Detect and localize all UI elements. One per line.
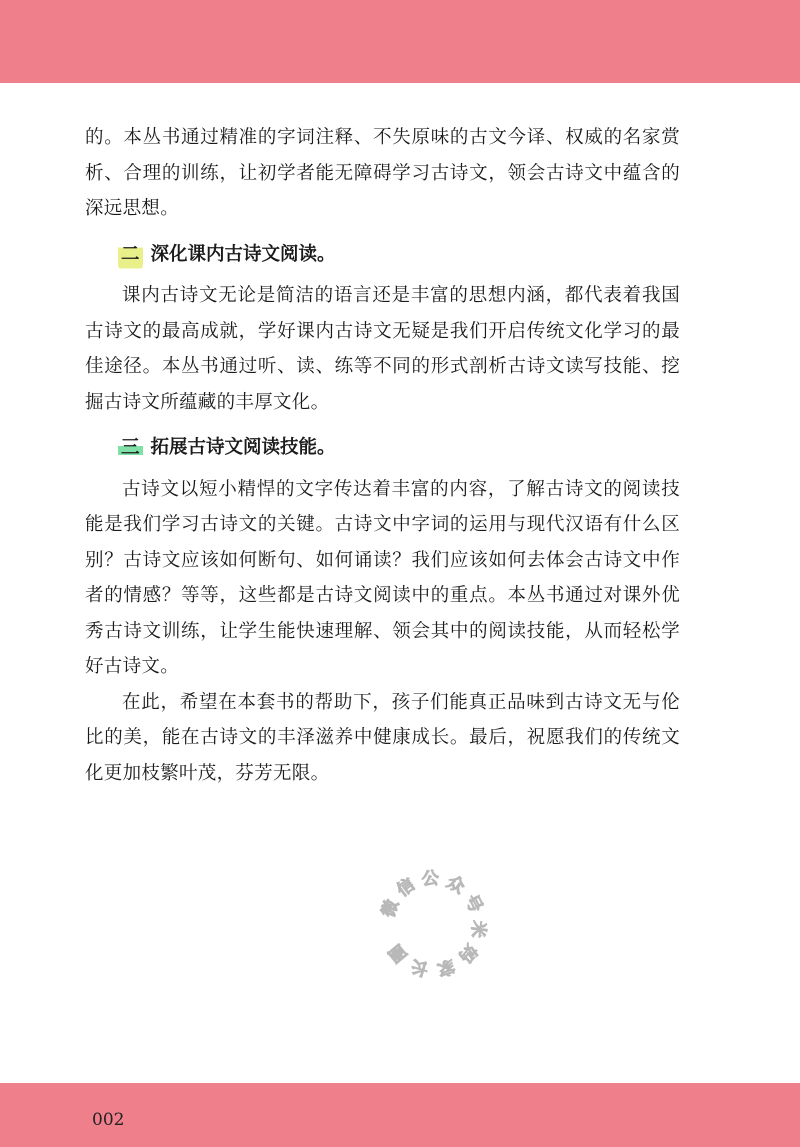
page-content <box>85 120 680 791</box>
section-number-2: 二 <box>118 237 143 273</box>
paragraph-section-2: 课内古诗文无论是简洁的语言还是丰富的思想内涵，都代表着我国古诗文的最高成就，学好课内古诗文无疑是我们开启传统文化学习的最佳途径。本丛书通过听、读、练等不同的形式剖析古诗文读写技能、挖掘古诗文所蕴藏的丰厚文化。 <box>85 285 680 413</box>
section-title-3: 拓展古诗文阅读技能。 <box>150 437 336 458</box>
paragraph-intro-continued: 的。本丛书通过精准的字词注释、不失原味的古文今译、权威的名家赏析、合理的训练，让初学者能无障碍学习古诗文，领会古诗文中蕴含的深远思想。 <box>85 127 680 219</box>
watermark-char: 妈 <box>454 940 481 966</box>
watermark-char: 米 <box>466 919 489 939</box>
section-title-2: 深化课内古诗文阅读。 <box>150 243 336 265</box>
page-number: 002 <box>92 1110 125 1130</box>
watermark-char: 众 <box>443 872 468 898</box>
watermark-stamp <box>363 862 503 982</box>
watermark-char: 圈 <box>385 940 412 966</box>
watermark-char: 长 <box>409 955 432 980</box>
paragraph-closing: 在此，希望在本套书的帮助下，孩子们能真正品味到古诗文无与伦比的美，能在古诗文的丰泽滋养中健康成长。最后，祝愿我们的传统文化更加枝繁叶茂，芬芳无限。 <box>85 691 680 784</box>
paragraph-section-3: 古诗文以短小精悍的文字传达着丰富的内容，了解古诗文的阅读技能是我们学习古诗文的关键。古诗文中字词的运用与现代汉语有什么区别？古诗文应该如何断句、如何诵读？我们应该如何去体会古诗文中作者的情感？等等，这些都是古诗文阅读中的重点。本丛书通过对课外优秀古诗文训练，让学生能快速理解、领会其中的阅读技能，从而轻松学好古诗文。 <box>85 478 680 677</box>
watermark-char: 公 <box>421 868 440 890</box>
watermark-stamp-graphic <box>363 862 503 982</box>
watermark-char: 信 <box>393 874 419 901</box>
watermark-char: 家 <box>434 955 457 980</box>
watermark-char: 微 <box>378 897 404 921</box>
section-heading-2 <box>118 237 680 273</box>
section-heading-3 <box>118 430 680 466</box>
watermark-char: 号 <box>460 891 486 916</box>
top-color-band <box>0 0 800 83</box>
section-number-3: 三 <box>118 430 143 466</box>
